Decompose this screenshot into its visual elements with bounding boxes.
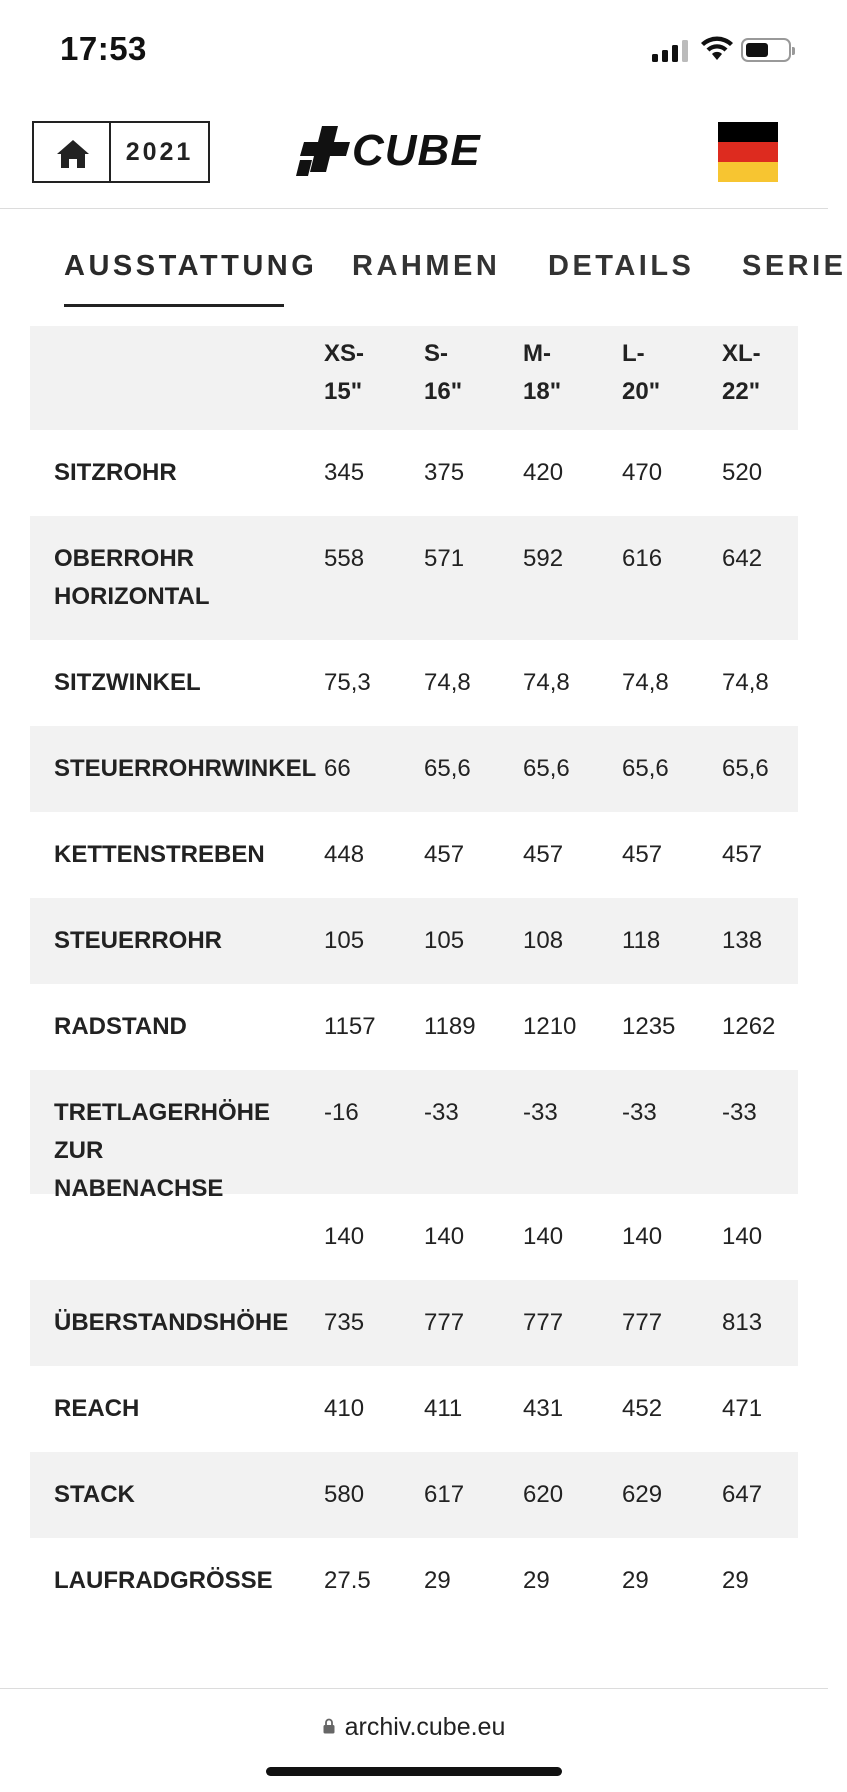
row-value: 620 — [523, 1481, 564, 1508]
row-value: 617 — [424, 1481, 465, 1508]
row-value: 29 — [523, 1567, 550, 1594]
row-value: 108 — [523, 927, 564, 954]
row-value: 140 — [424, 1223, 465, 1250]
table-row — [30, 516, 798, 640]
row-value: 1189 — [424, 1013, 476, 1040]
row-value: 105 — [324, 927, 365, 954]
row-value: 140 — [324, 1223, 365, 1250]
size-header-line1: XL- — [722, 340, 761, 367]
row-value: 138 — [722, 927, 763, 954]
size-header-line2: 15" — [324, 378, 363, 405]
home-icon — [56, 139, 90, 169]
row-value: 345 — [324, 459, 365, 486]
size-header — [424, 335, 462, 411]
size-header — [722, 335, 761, 411]
row-value: -33 — [424, 1099, 459, 1126]
row-value: 616 — [622, 545, 663, 572]
row-label-line: SITZROHR — [54, 459, 177, 486]
tab-rahmen[interactable]: RAHMEN — [352, 250, 501, 282]
table-row — [30, 726, 798, 812]
row-value: 1262 — [722, 1013, 776, 1040]
table-header-row — [30, 326, 798, 430]
row-value: 375 — [424, 459, 465, 486]
size-header-line2: 16" — [424, 378, 463, 405]
row-value: 777 — [424, 1309, 465, 1336]
browser-url-bar[interactable] — [0, 1688, 828, 1792]
row-value: 457 — [622, 841, 663, 868]
row-value: 452 — [622, 1395, 663, 1422]
row-value: 457 — [424, 841, 465, 868]
row-value: 74,8 — [722, 669, 769, 696]
row-value: 29 — [424, 1567, 451, 1594]
tab-serie[interactable]: SERIE — [742, 250, 847, 282]
row-label — [54, 836, 304, 874]
row-label — [54, 1304, 304, 1342]
row-value: 1210 — [523, 1013, 577, 1040]
row-value: 105 — [424, 927, 465, 954]
row-value: -33 — [622, 1099, 657, 1126]
row-value: 410 — [324, 1395, 365, 1422]
row-label — [54, 1476, 304, 1514]
row-label — [54, 1008, 304, 1046]
row-value: -33 — [523, 1099, 558, 1126]
size-header-line1: L- — [622, 340, 645, 367]
row-label — [54, 1562, 304, 1600]
cube-logo[interactable] — [298, 122, 530, 184]
cellular-signal-icon — [652, 40, 688, 62]
row-value: 813 — [722, 1309, 763, 1336]
row-label-line: HORIZONTAL — [54, 583, 210, 610]
row-label-line: STEUERROHR — [54, 927, 223, 954]
row-value: 118 — [622, 927, 661, 954]
wifi-icon — [700, 36, 734, 62]
row-label — [54, 1094, 304, 1208]
table-row — [30, 430, 798, 516]
row-value: 642 — [722, 545, 763, 572]
spec-tabs — [0, 210, 847, 310]
row-label-line: REACH — [54, 1395, 140, 1422]
row-value: 431 — [523, 1395, 564, 1422]
table-row — [30, 640, 798, 726]
row-value: 140 — [523, 1223, 564, 1250]
table-row — [30, 1070, 798, 1202]
row-value: 140 — [722, 1223, 763, 1250]
row-value: 411 — [424, 1395, 463, 1422]
table-row — [30, 1280, 798, 1366]
row-value: 448 — [324, 841, 365, 868]
row-value: 65,6 — [722, 755, 769, 782]
size-header-line2: 18" — [523, 378, 562, 405]
row-value: 65,6 — [622, 755, 669, 782]
size-header-line2: 22" — [722, 378, 761, 405]
row-value: 1235 — [622, 1013, 676, 1040]
row-value: 75,3 — [324, 669, 371, 696]
status-bar — [0, 0, 828, 100]
row-value: -33 — [722, 1099, 757, 1126]
row-value: 457 — [722, 841, 763, 868]
site-header — [0, 100, 828, 209]
cube-logo-icon — [298, 124, 352, 184]
row-value: 777 — [622, 1309, 663, 1336]
row-label — [54, 1390, 304, 1428]
size-header-line1: M- — [523, 340, 551, 367]
row-value: 66 — [324, 755, 351, 782]
row-value: 471 — [722, 1395, 763, 1422]
home-indicator — [266, 1767, 562, 1776]
table-row — [30, 1366, 798, 1452]
row-value: 592 — [523, 545, 564, 572]
row-value: 777 — [523, 1309, 564, 1336]
row-label — [54, 454, 304, 492]
row-value: 629 — [622, 1481, 663, 1508]
tab-ausstattung[interactable]: AUSSTATTUNG — [64, 250, 318, 282]
table-row — [30, 984, 798, 1070]
row-label — [54, 1218, 304, 1256]
year-selector-button[interactable]: 2021 — [109, 121, 210, 183]
row-label-line: KETTENSTREBEN — [54, 841, 265, 868]
row-value: 140 — [622, 1223, 663, 1250]
row-value: 735 — [324, 1309, 365, 1336]
tab-details[interactable]: DETAILS — [548, 250, 695, 282]
row-value: 457 — [523, 841, 564, 868]
battery-icon — [741, 38, 791, 62]
row-value: 647 — [722, 1481, 763, 1508]
row-value: 65,6 — [523, 755, 570, 782]
row-label — [54, 922, 304, 960]
size-header-line2: 20" — [622, 378, 661, 405]
row-label-line: OBERROHR — [54, 545, 195, 572]
row-value: 29 — [722, 1567, 749, 1594]
row-label-line: RADSTAND — [54, 1013, 187, 1040]
row-label-line: NABENACHSE — [54, 1175, 224, 1202]
row-label-line — [54, 1218, 304, 1256]
row-label-line: TRETLAGERHÖHE ZUR — [54, 1099, 270, 1164]
row-value: -16 — [324, 1099, 359, 1126]
row-value: 571 — [424, 545, 465, 572]
row-label-line: LAUFRADGRÖSSE — [54, 1567, 273, 1594]
row-value: 74,8 — [424, 669, 471, 696]
size-header — [622, 335, 660, 411]
row-value: 27.5 — [324, 1567, 371, 1594]
size-header — [324, 335, 364, 411]
row-value: 580 — [324, 1481, 365, 1508]
row-label-line: ÜBERSTANDSHÖHE — [54, 1309, 289, 1336]
row-label — [54, 750, 317, 788]
table-row — [30, 1194, 798, 1280]
status-time: 17:53 — [60, 30, 147, 67]
row-value: 74,8 — [622, 669, 669, 696]
row-label-line: STEUERROHRWINKEL — [54, 755, 317, 782]
size-header-line1: XS- — [324, 340, 365, 367]
row-value: 420 — [523, 459, 564, 486]
row-value: 558 — [324, 545, 365, 572]
home-button[interactable] — [32, 121, 111, 183]
size-header — [523, 335, 561, 411]
lock-icon — [323, 1718, 335, 1734]
table-row — [30, 898, 798, 984]
germany-flag-icon[interactable] — [718, 122, 778, 182]
size-header-line1: S- — [424, 340, 448, 367]
active-tab-underline — [64, 304, 284, 307]
row-value: 65,6 — [424, 755, 471, 782]
table-row — [30, 1452, 798, 1538]
cube-logo-text: CUBE — [352, 126, 481, 175]
row-value: 29 — [622, 1567, 649, 1594]
table-row — [30, 1538, 798, 1624]
row-value: 520 — [722, 459, 763, 486]
geometry-table — [30, 326, 798, 1624]
row-label-line: STACK — [54, 1481, 135, 1508]
row-value: 1157 — [324, 1013, 376, 1040]
row-value: 74,8 — [523, 669, 570, 696]
table-row — [30, 812, 798, 898]
row-label — [54, 664, 304, 702]
row-label-line: SITZWINKEL — [54, 669, 201, 696]
url-text: archiv.cube.eu — [344, 1713, 506, 1741]
row-value: 470 — [622, 459, 663, 486]
row-label — [54, 540, 304, 616]
